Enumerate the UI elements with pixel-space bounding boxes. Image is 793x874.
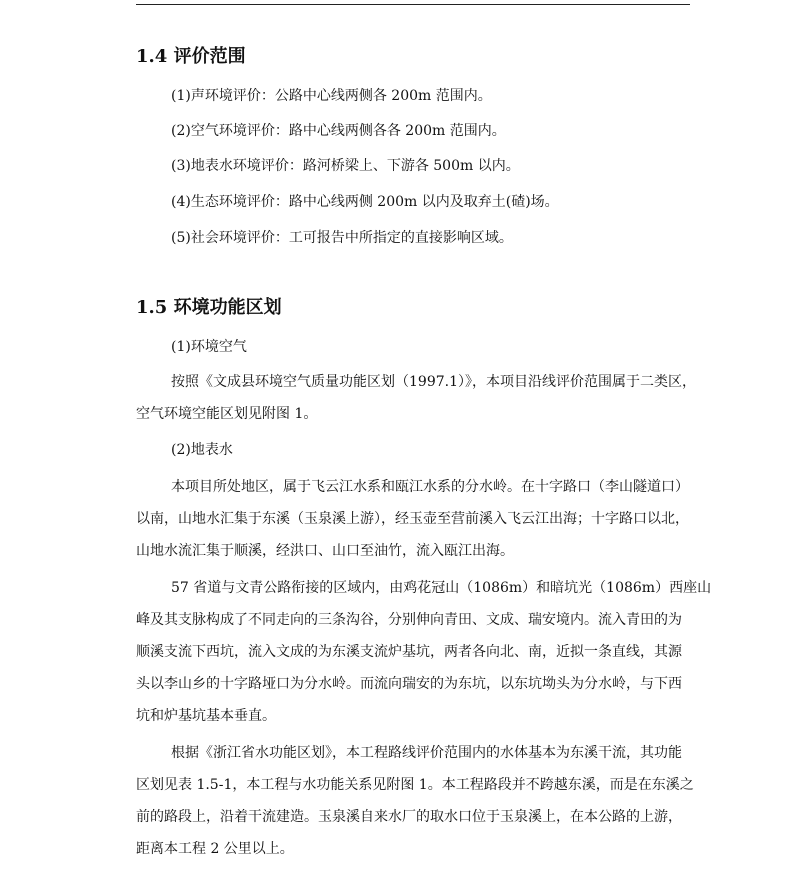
header-rule xyxy=(136,4,690,5)
subsection-title-surface-water: (2)地表水 xyxy=(171,442,233,458)
paragraph-function-line: 区划见表 1.5-1，本工程与水功能关系见附图 1。本工程路段并不跨越东溪，而是在东溪之 xyxy=(136,777,694,793)
paragraph-water-line: 本项目所处地区，属于飞云江水系和瓯江水系的分水岭。在十字路口（李山隧道口） xyxy=(171,479,689,495)
scope-item-surface-water: (3)地表水环境评价：路河桥梁上、下游各 500m 以内。 xyxy=(171,158,520,174)
paragraph-valleys-line: 57 省道与文青公路衔接的区域内，由鸡花冠山（1086m）和暗坑光（1086m）西座山 xyxy=(171,580,712,596)
paragraph-function-line: 根据《浙江省水功能区划》，本工程路线评价范围内的水体基本为东溪干流，其功能 xyxy=(171,745,682,761)
scope-item-ecology: (4)生态环境评价：路中心线两侧 200m 以内及取弃土(碴)场。 xyxy=(171,194,559,210)
paragraph-water-line: 山地水流汇集于顺溪，经洪口、山口至油竹，流入瓯江出海。 xyxy=(136,543,514,559)
paragraph-valleys-line: 峰及其支脉构成了不同走向的三条沟谷，分别伸向青田、文成、瑞安境内。流入青田的为 xyxy=(136,612,682,628)
section-heading-1-4: 1.4 评价范围 xyxy=(136,46,246,67)
paragraph-air-line: 按照《文成县环境空气质量功能区划（1997.1）》，本项目沿线评价范围属于二类区， xyxy=(171,374,696,390)
section-heading-1-5: 1.5 环境功能区划 xyxy=(136,297,282,318)
subsection-title-air: (1)环境空气 xyxy=(171,339,247,355)
paragraph-valleys-line: 坑和炉基坑基本垂直。 xyxy=(136,708,276,724)
paragraph-valleys-line: 头以李山乡的十字路垭口为分水岭。而流向瑞安的为东坑，以东坑坳头为分水岭，与下西 xyxy=(136,676,682,692)
scope-item-noise: (1)声环境评价：公路中心线两侧各 200m 范围内。 xyxy=(171,88,492,104)
paragraph-valleys-line: 顺溪支流下西坑，流入文成的为东溪支流炉基坑，两者各向北、南，近拟一条直线，其源 xyxy=(136,644,682,660)
paragraph-function-line: 距离本工程 2 公里以上。 xyxy=(136,841,294,857)
paragraph-air-line: 空气环境空能区划见附图 1。 xyxy=(136,406,318,422)
paragraph-function-line: 前的路段上，沿着干流建造。玉泉溪自来水厂的取水口位于玉泉溪上，在本公路的上游， xyxy=(136,809,682,825)
scope-item-air: (2)空气环境评价：路中心线两侧各各 200m 范围内。 xyxy=(171,123,506,139)
paragraph-water-line: 以南，山地水汇集于东溪（玉泉溪上游），经玉壶至营前溪入飞云江出海；十字路口以北， xyxy=(136,511,689,527)
scope-item-social: (5)社会环境评价：工可报告中所指定的直接影响区域。 xyxy=(171,230,513,246)
